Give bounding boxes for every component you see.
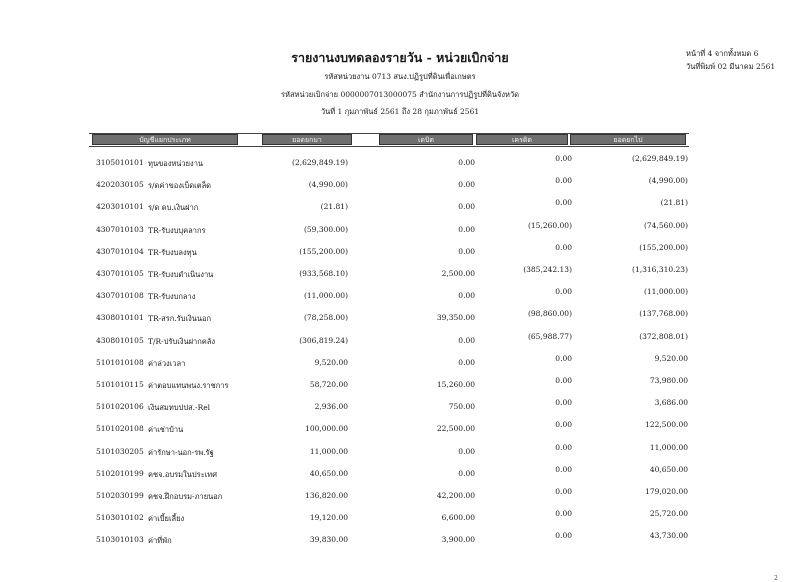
opening-balance: 11,000.00 [309, 446, 348, 456]
table-row [0, 531, 800, 557]
closing-balance: (137,768.00) [639, 309, 688, 319]
credit-amount: (98,860.00) [527, 309, 572, 319]
account-name: ร/ด ดบ.เงินฝาก [148, 203, 199, 213]
account-code: 4307010108 [96, 291, 144, 301]
account-name: ร/ดค่าของเบ็ดเตล็ด [148, 181, 212, 191]
credit-amount: (385,242.13) [523, 265, 572, 274]
account-name: TR-รับงบลงทุน [148, 247, 197, 257]
debit-amount: 0.00 [458, 158, 475, 167]
account-code: 5103010103 [96, 535, 144, 545]
agency-line: รหัสหน่วยงาน 0713 สนง.ปฏิรูปที่ดินเพื่อเกษตร [324, 72, 476, 81]
closing-balance: 122,500.00 [645, 420, 688, 430]
account-name: ค่าเบี้ยเลี้ยง [148, 514, 185, 524]
account-name: TR-รับงบดำเนินงาน [148, 270, 214, 279]
debit-amount: 0.00 [458, 335, 475, 345]
debit-amount: 42,200.00 [436, 491, 475, 500]
credit-amount: 0.00 [555, 487, 572, 496]
column-header-debit: เดบิต [379, 134, 473, 145]
closing-balance: 43,730.00 [649, 531, 688, 541]
debit-amount: 22,500.00 [436, 424, 475, 434]
closing-balance: (2,629,849.19) [632, 154, 688, 163]
account-code: 3105010101 [96, 158, 144, 167]
opening-balance: (21.81) [320, 202, 348, 212]
credit-amount: 0.00 [555, 420, 572, 430]
credit-amount: 0.00 [555, 176, 572, 186]
credit-amount: 0.00 [555, 531, 572, 541]
debit-amount: 0.00 [458, 468, 475, 478]
debit-amount: 6,600.00 [441, 513, 475, 523]
opening-balance: (78,258.00) [303, 313, 348, 323]
credit-amount: 0.00 [555, 442, 572, 452]
opening-balance: (11,000.00) [303, 291, 348, 301]
footer-mark: 2 [774, 575, 778, 582]
credit-amount: 0.00 [555, 154, 572, 163]
header-rule-top [89, 133, 689, 134]
column-header-closing: ยอดยกไป [570, 134, 686, 145]
closing-balance: 3,686.00 [654, 398, 688, 408]
account-name: ค่าเช่าบ้าน [148, 425, 184, 435]
account-code: 5101030205 [96, 446, 144, 456]
credit-amount: 0.00 [555, 398, 572, 408]
closing-balance: 9,520.00 [654, 353, 688, 363]
account-code: 4202030105 [96, 180, 144, 190]
account-code: 4307010103 [96, 224, 144, 234]
account-name: ค่าตอบแทนพนง.ราชการ [148, 381, 229, 390]
opening-balance: 19,120.00 [309, 513, 348, 523]
account-code: 5101010108 [96, 357, 144, 367]
credit-amount: (65,988.77) [527, 331, 572, 341]
account-code: 4307010104 [96, 246, 144, 256]
credit-amount: 0.00 [555, 376, 572, 385]
closing-balance: (21.81) [660, 198, 688, 208]
closing-balance: 11,000.00 [649, 442, 688, 452]
page-info: หน้าที่ 4 จากทั้งหมด 6 [686, 49, 759, 58]
account-code: 4203010101 [96, 202, 144, 212]
debit-amount: 0.00 [458, 246, 475, 256]
debit-amount: 2,500.00 [441, 269, 475, 278]
opening-balance: 136,820.00 [305, 491, 348, 500]
account-code: 5101020108 [96, 424, 144, 434]
account-code: 5103010102 [96, 513, 144, 523]
debit-amount: 0.00 [458, 291, 475, 301]
opening-balance: (155,200.00) [299, 246, 348, 256]
account-name: ค่าล่วงเวลา [148, 358, 186, 368]
account-name: T/R-ปรับเงินฝากคลัง [148, 336, 216, 346]
date-range: วันที่ 1 กุมภาพันธ์ 2561 ถึง 28 กุมภาพันธ์ 2561 [320, 107, 480, 116]
print-date: วันที่พิมพ์ 02 มีนาคม 2561 [686, 62, 776, 71]
debit-amount: 750.00 [448, 402, 475, 412]
opening-balance: 2,936.00 [314, 402, 348, 412]
opening-balance: (4,990.00) [308, 180, 348, 190]
account-name: เงินสมทบปปส.-Rel [148, 403, 211, 413]
closing-balance: 25,720.00 [649, 509, 688, 519]
credit-amount: 0.00 [555, 509, 572, 519]
closing-balance: 179,020.00 [645, 487, 688, 496]
column-header-credit: เครดิต [476, 134, 568, 145]
account-name: TR-รับงบบุคลากร [148, 225, 206, 235]
account-name: คชจ.ฝึกอบรม-ภายนอก [148, 492, 223, 501]
account-name: ทุนของหน่วยงาน [148, 159, 204, 168]
account-name: ค่าที่พัก [148, 536, 172, 546]
credit-amount: 0.00 [555, 198, 572, 208]
column-header-account: บัญชีแยกประเภท [92, 134, 238, 145]
account-code: 5101020106 [96, 402, 144, 412]
account-name: TR-รับงบกลาง [148, 292, 196, 302]
account-code: 4307010105 [96, 269, 144, 278]
account-name: TR-สรก.รับเงินนอก [148, 314, 212, 324]
opening-balance: 100,000.00 [305, 424, 348, 434]
debit-amount: 15,260.00 [436, 380, 475, 389]
debit-amount: 39,350.00 [436, 313, 475, 323]
opening-balance: (306,819.24) [299, 335, 348, 345]
opening-balance: 58,720.00 [309, 380, 348, 389]
debit-amount: 0.00 [458, 446, 475, 456]
credit-amount: 0.00 [555, 353, 572, 363]
credit-amount: 0.00 [555, 242, 572, 252]
account-name: ค่ารักษา-นอก-รพ.รัฐ [148, 447, 214, 457]
opening-balance: 9,520.00 [314, 357, 348, 367]
closing-balance: (1,316,310.23) [632, 265, 688, 274]
account-name: คชจ.อบรมในประเทศ [148, 469, 217, 479]
opening-balance: (2,629,849.19) [292, 158, 348, 167]
debit-amount: 0.00 [458, 202, 475, 212]
unit-line: รหัสหน่วยเบิกจ่าย 0000007013000075 สำนักงานการปฏิรูปที่ดินจังหวัด [280, 90, 520, 99]
account-code: 4308010105 [96, 335, 144, 345]
debit-amount: 0.00 [458, 180, 475, 190]
closing-balance: (11,000.00) [643, 287, 688, 297]
header-rule-bottom [89, 146, 689, 147]
closing-balance: (155,200.00) [639, 242, 688, 252]
account-code: 5102030199 [96, 491, 144, 500]
debit-amount: 0.00 [458, 357, 475, 367]
closing-balance: 40,650.00 [649, 464, 688, 474]
account-code: 5101010115 [96, 380, 144, 389]
opening-balance: (59,300.00) [303, 224, 348, 234]
opening-balance: 39,830.00 [309, 535, 348, 545]
credit-amount: (15,260.00) [527, 220, 572, 230]
account-code: 4308010101 [96, 313, 144, 323]
closing-balance: (372,808.01) [639, 331, 688, 341]
closing-balance: 73,980.00 [649, 376, 688, 385]
opening-balance: 40,650.00 [309, 468, 348, 478]
credit-amount: 0.00 [555, 287, 572, 297]
account-code: 5102010199 [96, 468, 144, 478]
credit-amount: 0.00 [555, 464, 572, 474]
opening-balance: (933,568.10) [299, 269, 348, 278]
report-title: รายงานงบทดลองรายวัน - หน่วยเบิกจ่าย [291, 50, 509, 65]
closing-balance: (4,990.00) [648, 176, 688, 186]
debit-amount: 0.00 [458, 224, 475, 234]
closing-balance: (74,560.00) [643, 220, 688, 230]
debit-amount: 3,900.00 [441, 535, 475, 545]
column-header-opening: ยอดยกมา [262, 134, 352, 145]
